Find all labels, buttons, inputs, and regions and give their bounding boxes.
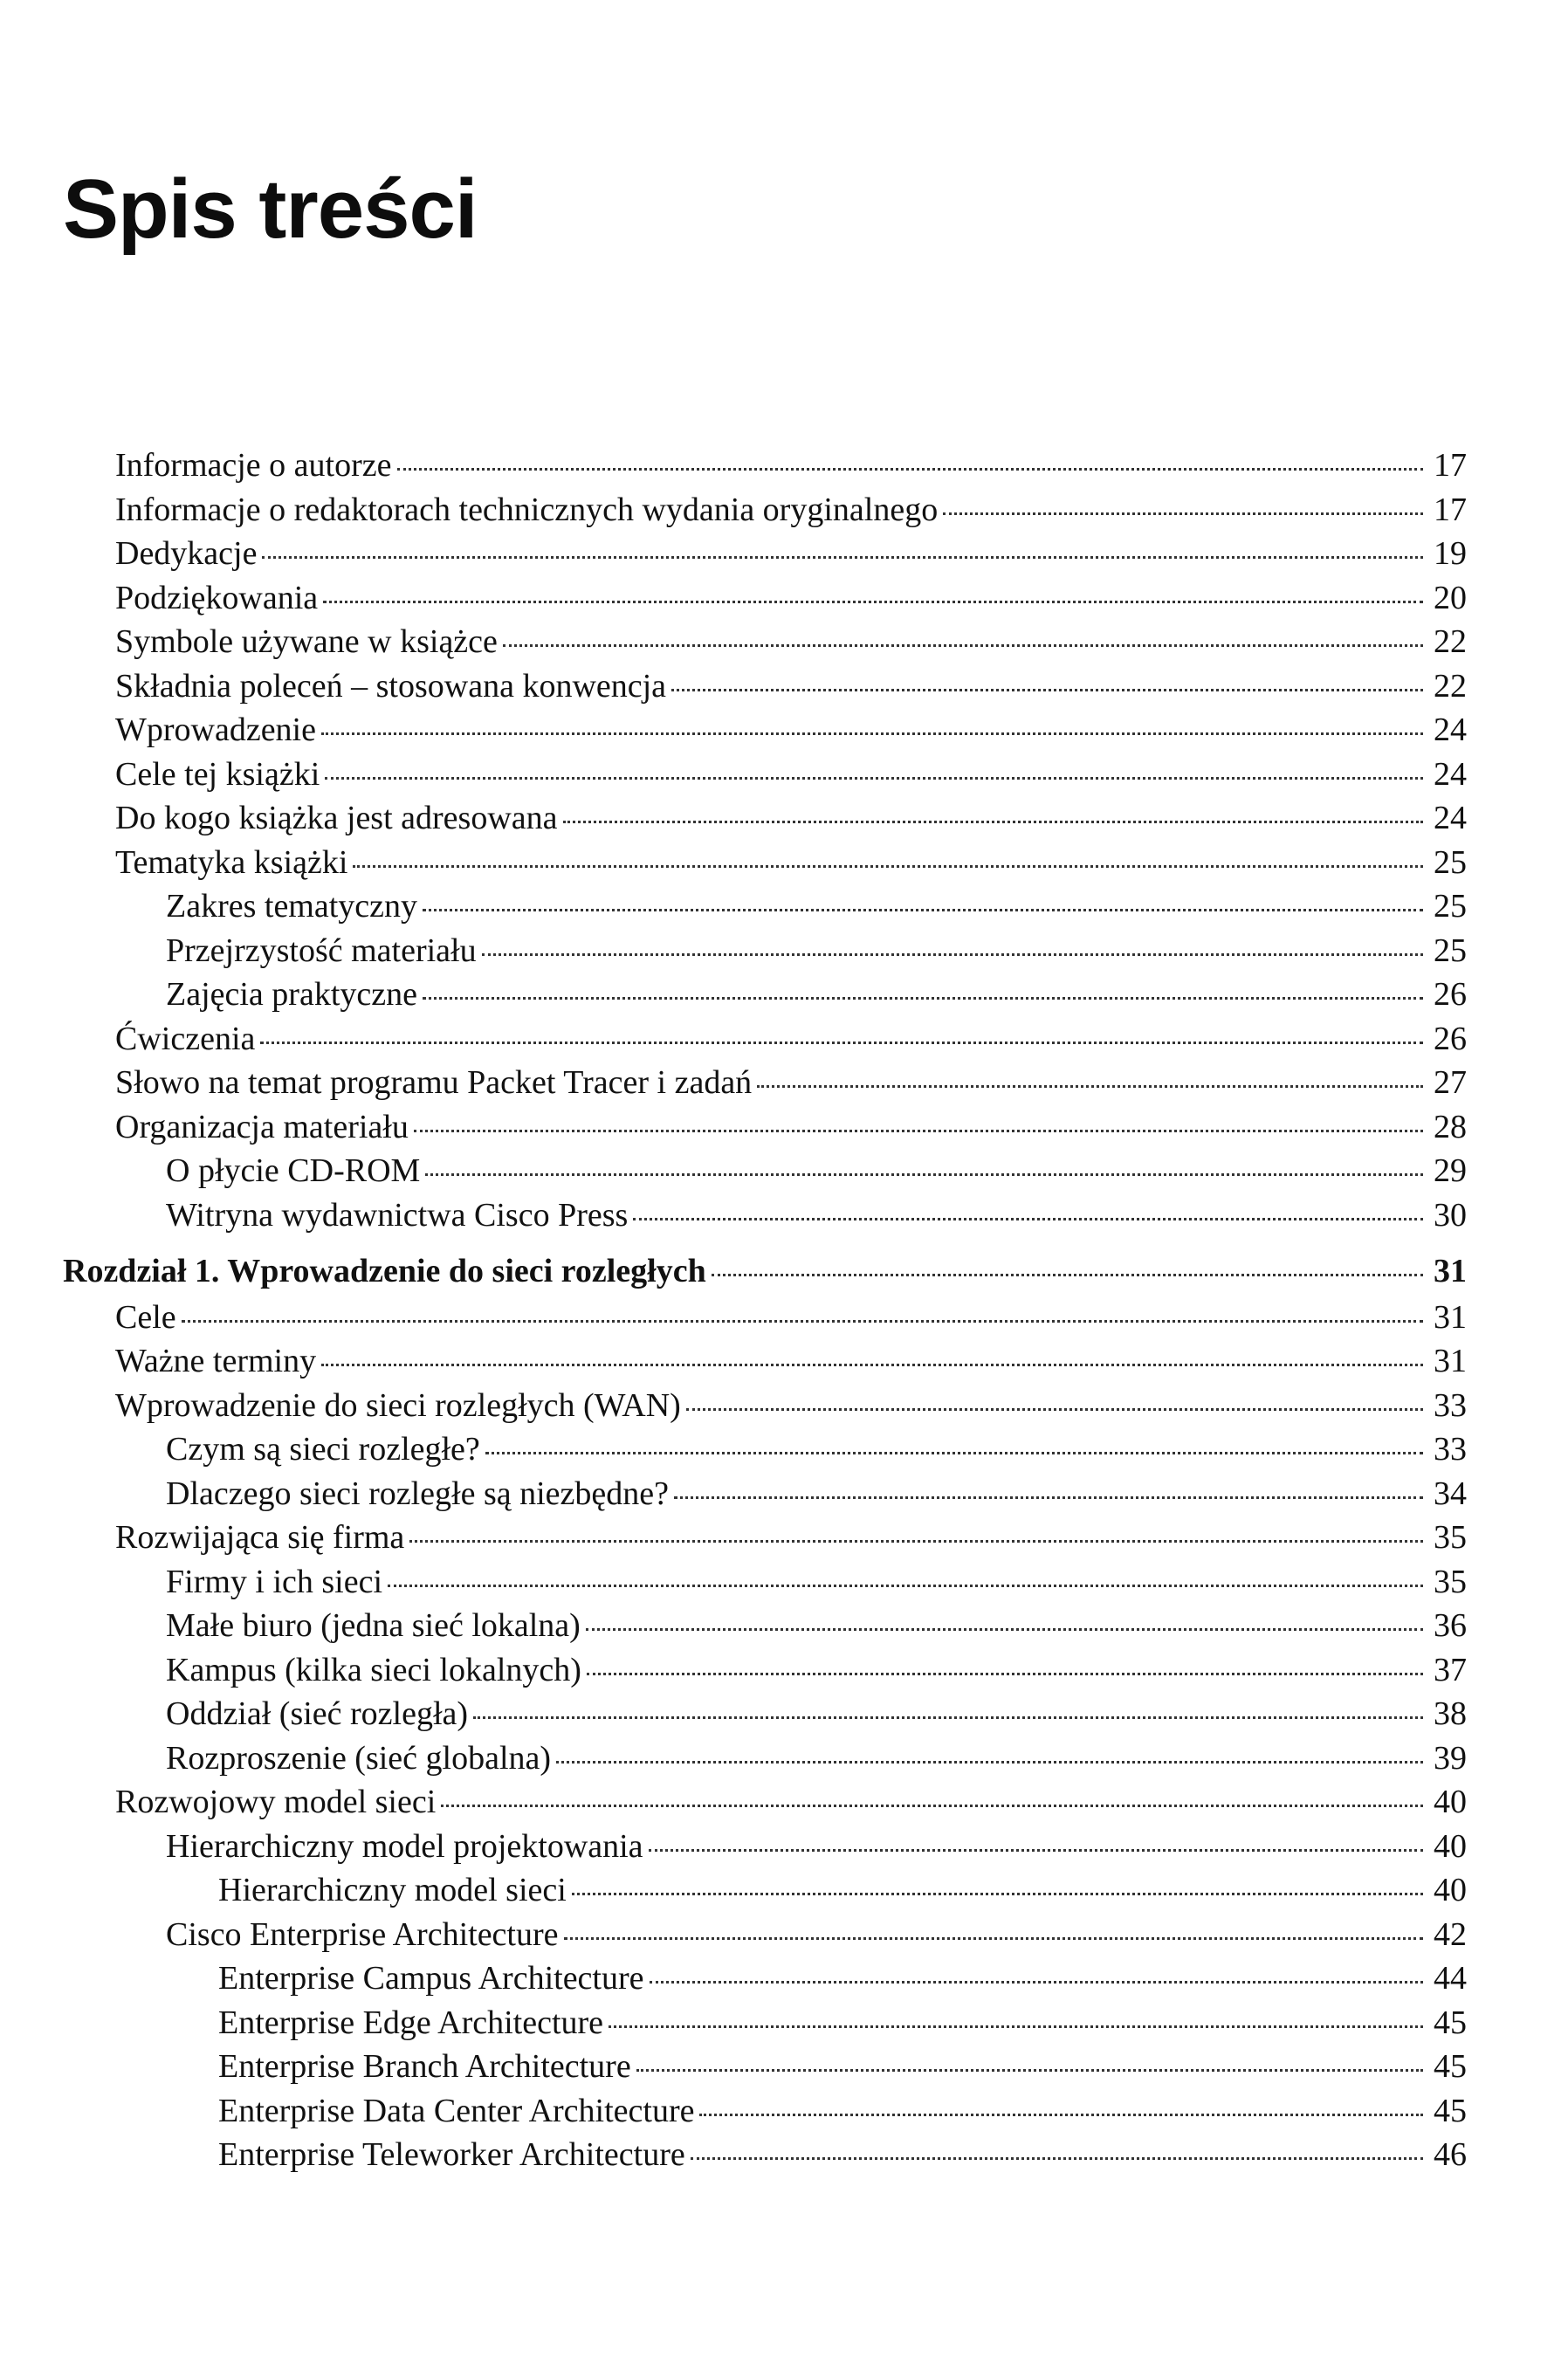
toc-entry <box>63 1604 1467 1648</box>
toc-entry-title: Cele tej książki <box>115 755 320 793</box>
dot-leader <box>686 1407 1423 1411</box>
toc-entry-title: Czym są sieci rozległe? <box>166 1431 480 1468</box>
toc-entry <box>63 1193 1467 1238</box>
dot-leader <box>388 1584 1423 1587</box>
toc-entry-title: Rozwijająca się firma <box>115 1519 405 1556</box>
toc-entry-title: Tematyka książki <box>115 843 348 881</box>
toc-entry <box>63 1384 1467 1428</box>
dot-leader <box>323 600 1423 603</box>
toc-entry-page-number: 25 <box>1434 888 1467 925</box>
toc-entry-page-number: 37 <box>1434 1651 1467 1688</box>
toc-entry <box>63 1780 1467 1825</box>
dot-leader <box>564 1936 1423 1940</box>
toc-entry <box>63 1868 1467 1913</box>
toc-entry-title: O płycie CD-ROM <box>166 1152 421 1189</box>
toc-entry <box>63 1061 1467 1105</box>
toc-entry <box>63 884 1467 929</box>
dot-leader <box>409 1539 1423 1543</box>
toc-entry-page-number: 31 <box>1434 1253 1467 1289</box>
toc-entry-page-number: 40 <box>1434 1827 1467 1865</box>
toc-entry <box>63 1692 1467 1736</box>
dot-leader <box>609 2025 1423 2028</box>
dot-leader <box>182 1319 1423 1323</box>
toc-entry <box>63 443 1467 488</box>
toc-entry-title: Hierarchiczny model sieci <box>218 1872 567 1908</box>
toc-entry-title: Dedykacje <box>115 535 258 572</box>
toc-entry <box>63 1560 1467 1605</box>
toc-entry-page-number: 19 <box>1434 535 1467 572</box>
toc-entry-page-number: 22 <box>1434 667 1467 705</box>
toc-entry-title: Cele <box>115 1298 176 1336</box>
toc-entry-title: Enterprise Edge Architecture <box>218 2004 604 2041</box>
toc-entry-page-number: 29 <box>1434 1152 1467 1189</box>
toc-entry-page-number: 40 <box>1434 1784 1467 1820</box>
toc-entry-page-number: 35 <box>1434 1563 1467 1600</box>
toc-entry <box>63 664 1467 709</box>
toc-entry-page-number: 17 <box>1434 491 1467 528</box>
toc-entry <box>63 576 1467 621</box>
toc-entry <box>63 488 1467 533</box>
toc-entry-page-number: 42 <box>1434 1915 1467 1953</box>
toc-entry <box>63 796 1467 841</box>
dot-leader <box>586 1627 1423 1631</box>
toc-entry <box>63 753 1467 797</box>
toc-entry <box>63 708 1467 753</box>
dot-leader <box>943 512 1423 515</box>
dot-leader <box>757 1084 1423 1088</box>
toc-entry-title: Dlaczego sieci rozległe są niezbędne? <box>166 1475 670 1512</box>
table-of-contents <box>63 443 1467 2177</box>
dot-leader <box>556 1760 1423 1764</box>
dot-leader <box>503 643 1423 647</box>
dot-leader <box>262 555 1423 559</box>
toc-entry-title: Kampus (kilka sieci lokalnych) <box>166 1651 581 1688</box>
toc-entry-page-number: 25 <box>1434 932 1467 969</box>
toc-entry <box>63 929 1467 973</box>
toc-entry <box>63 1472 1467 1516</box>
dot-leader <box>414 1129 1423 1132</box>
toc-entry-title: Informacje o redaktorach technicznych wydania oryginalnego <box>115 491 939 528</box>
dot-leader <box>649 1848 1423 1852</box>
toc-entry <box>63 841 1467 885</box>
toc-entry <box>63 973 1467 1017</box>
toc-entry-page-number: 39 <box>1434 1739 1467 1777</box>
dot-leader <box>397 467 1424 471</box>
dot-leader <box>473 1715 1423 1719</box>
dot-leader <box>650 1980 1423 1984</box>
dot-leader <box>671 688 1423 691</box>
toc-entry-title: Podziękowania <box>115 579 319 616</box>
toc-entry-title: Ćwiczenia <box>115 1020 256 1057</box>
toc-entry-title: Ważne terminy <box>115 1343 317 1379</box>
toc-entry-page-number: 24 <box>1434 800 1467 836</box>
toc-entry-page-number: 38 <box>1434 1695 1467 1732</box>
toc-entry-title: Enterprise Branch Architecture <box>218 2048 631 2085</box>
toc-entry-page-number: 45 <box>1434 2048 1467 2085</box>
toc-entry <box>63 1149 1467 1193</box>
toc-entry-title: Składnia poleceń – stosowana konwencja <box>115 667 667 705</box>
dot-leader <box>321 1363 1423 1366</box>
toc-entry <box>63 1736 1467 1781</box>
toc-entry-page-number: 22 <box>1434 623 1467 660</box>
toc-entry-page-number: 40 <box>1434 1872 1467 1908</box>
dot-leader <box>321 732 1423 735</box>
dot-leader <box>636 2068 1423 2072</box>
dot-leader <box>260 1041 1423 1044</box>
dot-leader <box>423 996 1423 1000</box>
toc-chapter-entry <box>63 1249 1467 1294</box>
toc-entry-page-number: 20 <box>1434 579 1467 616</box>
toc-entry-title: Przejrzystość materiału <box>166 932 477 969</box>
toc-entry-title: Oddział (sieć rozległa) <box>166 1695 469 1732</box>
toc-entry <box>63 1956 1467 2001</box>
toc-entry-page-number: 24 <box>1434 712 1467 748</box>
toc-entry-title: Rozdział 1. Wprowadzenie do sieci rozległych <box>63 1253 706 1289</box>
toc-entry <box>63 1825 1467 1869</box>
toc-entry-title: Symbole używane w książce <box>115 623 498 660</box>
dot-leader <box>699 2113 1423 2116</box>
toc-entry-page-number: 26 <box>1434 976 1467 1013</box>
dot-leader <box>674 1495 1423 1499</box>
toc-entry-title: Rozwojowy model sieci <box>115 1784 437 1820</box>
toc-entry <box>63 1296 1467 1340</box>
dot-leader <box>325 776 1423 780</box>
dot-leader <box>712 1273 1423 1276</box>
toc-entry <box>63 1339 1467 1384</box>
toc-entry-title: Słowo na temat programu Packet Tracer i zadań <box>115 1064 753 1101</box>
toc-entry <box>63 1105 1467 1150</box>
toc-entry-page-number: 46 <box>1434 2136 1467 2173</box>
toc-entry-page-number: 31 <box>1434 1343 1467 1379</box>
toc-entry-title: Zajęcia praktyczne <box>166 976 417 1013</box>
toc-entry-title: Firmy i ich sieci <box>166 1563 383 1600</box>
toc-entry-page-number: 33 <box>1434 1431 1467 1468</box>
dot-leader <box>572 1892 1423 1895</box>
toc-entry-page-number: 31 <box>1434 1298 1467 1336</box>
toc-entry-page-number: 28 <box>1434 1108 1467 1145</box>
toc-entry <box>63 2089 1467 2134</box>
toc-entry-page-number: 24 <box>1434 755 1467 793</box>
dot-leader <box>353 864 1423 868</box>
toc-entry <box>63 2045 1467 2089</box>
toc-entry-title: Enterprise Data Center Architecture <box>218 2092 695 2129</box>
toc-entry-page-number: 25 <box>1434 843 1467 881</box>
toc-entry-page-number: 35 <box>1434 1519 1467 1556</box>
dot-leader <box>425 1172 1423 1176</box>
toc-entry-title: Wprowadzenie <box>115 712 316 748</box>
toc-entry-title: Enterprise Teleworker Architecture <box>218 2136 685 2173</box>
toc-entry-title: Witryna wydawnictwa Cisco Press <box>166 1196 629 1234</box>
toc-entry <box>63 1017 1467 1062</box>
toc-entry-page-number: 17 <box>1434 447 1467 484</box>
dot-leader <box>691 2156 1423 2160</box>
dot-leader <box>441 1804 1423 1807</box>
toc-entry-title: Informacje o autorze <box>115 447 392 484</box>
toc-entry <box>63 620 1467 664</box>
toc-entry <box>63 2133 1467 2177</box>
toc-entry <box>63 1427 1467 1472</box>
toc-entry-page-number: 45 <box>1434 2092 1467 2129</box>
toc-entry <box>63 1648 1467 1693</box>
toc-entry-title: Organizacja materiału <box>115 1108 409 1145</box>
toc-entry-title: Hierarchiczny model projektowania <box>166 1827 643 1865</box>
toc-entry <box>63 532 1467 576</box>
toc-entry-page-number: 44 <box>1434 1960 1467 1997</box>
toc-entry-page-number: 36 <box>1434 1607 1467 1644</box>
toc-entry-page-number: 27 <box>1434 1064 1467 1101</box>
dot-leader <box>587 1672 1423 1675</box>
toc-entry-title: Cisco Enterprise Architecture <box>166 1915 559 1953</box>
dot-leader <box>563 820 1423 823</box>
toc-entry-page-number: 45 <box>1434 2004 1467 2041</box>
toc-entry-title: Rozproszenie (sieć globalna) <box>166 1739 552 1777</box>
toc-entry <box>63 2001 1467 2045</box>
toc-entry-title: Zakres tematyczny <box>166 888 418 925</box>
toc-entry-title: Enterprise Campus Architecture <box>218 1960 644 1997</box>
dot-leader <box>482 952 1423 956</box>
toc-entry-title: Do kogo książka jest adresowana <box>115 800 558 836</box>
toc-entry-title: Wprowadzenie do sieci rozległych (WAN) <box>115 1386 681 1424</box>
toc-entry-page-number: 26 <box>1434 1020 1467 1057</box>
toc-entry <box>63 1913 1467 1957</box>
dot-leader <box>485 1451 1423 1454</box>
dot-leader <box>423 908 1423 911</box>
toc-entry-title: Małe biuro (jedna sieć lokalna) <box>166 1607 581 1644</box>
toc-entry-page-number: 30 <box>1434 1196 1467 1234</box>
toc-entry <box>63 1516 1467 1560</box>
toc-entry-page-number: 34 <box>1434 1475 1467 1512</box>
page-title: Spis treści <box>63 162 478 256</box>
dot-leader <box>633 1217 1423 1220</box>
toc-entry-page-number: 33 <box>1434 1386 1467 1424</box>
